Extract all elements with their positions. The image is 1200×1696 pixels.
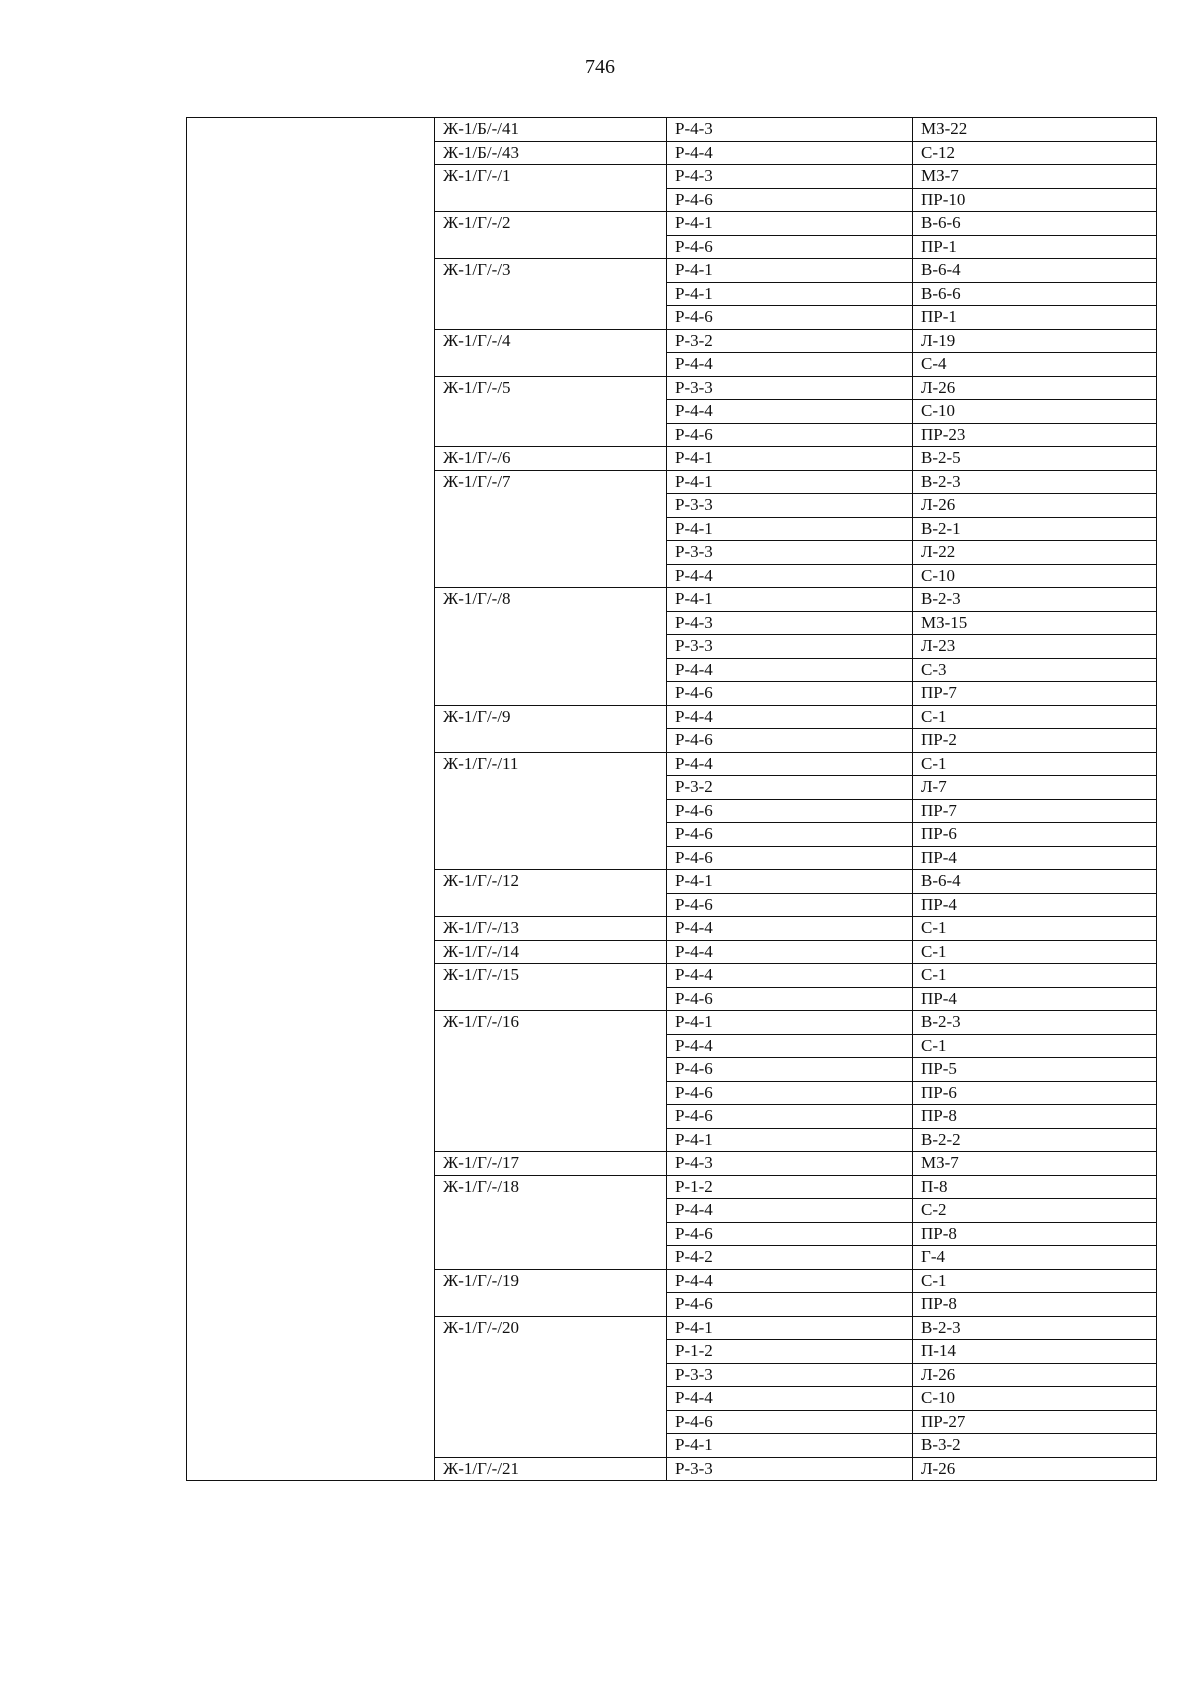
- result-code-cell: В-6-6: [913, 282, 1157, 306]
- r-code-cell: Р-4-1: [667, 212, 913, 236]
- result-code-cell: С-10: [913, 564, 1157, 588]
- r-code-cell: Р-4-4: [667, 705, 913, 729]
- r-code-cell: Р-3-3: [667, 376, 913, 400]
- group-code-cell: Ж-1/Г/-/6: [435, 447, 667, 471]
- group-code-cell: Ж-1/Г/-/3: [435, 259, 667, 330]
- group-code-cell: Ж-1/Б/-/43: [435, 141, 667, 165]
- r-code-cell: Р-4-6: [667, 1410, 913, 1434]
- r-code-cell: Р-1-2: [667, 1340, 913, 1364]
- r-code-cell: Р-4-3: [667, 611, 913, 635]
- result-code-cell: ПР-8: [913, 1293, 1157, 1317]
- result-code-cell: Л-19: [913, 329, 1157, 353]
- r-code-cell: Р-4-6: [667, 893, 913, 917]
- r-code-cell: Р-4-1: [667, 259, 913, 283]
- result-code-cell: ПР-2: [913, 729, 1157, 753]
- r-code-cell: Р-4-6: [667, 1081, 913, 1105]
- result-code-cell: Л-26: [913, 376, 1157, 400]
- r-code-cell: Р-3-2: [667, 776, 913, 800]
- group-code-cell: Ж-1/Г/-/21: [435, 1457, 667, 1481]
- data-table-container: [186, 117, 1156, 1598]
- result-code-cell: ПР-27: [913, 1410, 1157, 1434]
- group-code-cell: Ж-1/Г/-/13: [435, 917, 667, 941]
- result-code-cell: В-2-1: [913, 517, 1157, 541]
- result-code-cell: С-1: [913, 917, 1157, 941]
- result-code-cell: МЗ-22: [913, 118, 1157, 142]
- r-code-cell: Р-4-6: [667, 846, 913, 870]
- result-code-cell: ПР-1: [913, 235, 1157, 259]
- group-code-cell: Ж-1/Г/-/2: [435, 212, 667, 259]
- r-code-cell: Р-4-1: [667, 588, 913, 612]
- result-code-cell: МЗ-7: [913, 165, 1157, 189]
- r-code-cell: Р-4-6: [667, 1105, 913, 1129]
- result-code-cell: С-1: [913, 940, 1157, 964]
- result-code-cell: Л-22: [913, 541, 1157, 565]
- table-body: [187, 118, 1157, 1481]
- result-code-cell: ПР-5: [913, 1058, 1157, 1082]
- result-code-cell: С-12: [913, 141, 1157, 165]
- result-code-cell: Л-7: [913, 776, 1157, 800]
- r-code-cell: Р-4-1: [667, 282, 913, 306]
- r-code-cell: Р-3-3: [667, 494, 913, 518]
- r-code-cell: Р-4-3: [667, 1152, 913, 1176]
- result-code-cell: В-2-3: [913, 470, 1157, 494]
- group-code-cell: Ж-1/Г/-/15: [435, 964, 667, 1011]
- result-code-cell: С-1: [913, 752, 1157, 776]
- group-code-cell: Ж-1/Г/-/12: [435, 870, 667, 917]
- r-code-cell: Р-4-4: [667, 141, 913, 165]
- result-code-cell: С-2: [913, 1199, 1157, 1223]
- result-code-cell: С-10: [913, 1387, 1157, 1411]
- result-code-cell: Л-26: [913, 494, 1157, 518]
- group-code-cell: Ж-1/Г/-/8: [435, 588, 667, 706]
- result-code-cell: Л-26: [913, 1457, 1157, 1481]
- result-code-cell: ПР-4: [913, 846, 1157, 870]
- result-code-cell: П-8: [913, 1175, 1157, 1199]
- r-code-cell: Р-3-2: [667, 329, 913, 353]
- r-code-cell: Р-4-4: [667, 752, 913, 776]
- r-code-cell: Р-4-1: [667, 1434, 913, 1458]
- r-code-cell: Р-4-1: [667, 517, 913, 541]
- r-code-cell: Р-4-1: [667, 447, 913, 471]
- r-code-cell: Р-4-6: [667, 188, 913, 212]
- r-code-cell: Р-4-6: [667, 987, 913, 1011]
- result-code-cell: С-10: [913, 400, 1157, 424]
- r-code-cell: Р-4-3: [667, 118, 913, 142]
- result-code-cell: В-6-6: [913, 212, 1157, 236]
- result-code-cell: В-2-2: [913, 1128, 1157, 1152]
- r-code-cell: Р-4-1: [667, 470, 913, 494]
- result-code-cell: ПР-8: [913, 1222, 1157, 1246]
- r-code-cell: Р-4-1: [667, 1128, 913, 1152]
- r-code-cell: Р-4-1: [667, 1316, 913, 1340]
- result-code-cell: П-14: [913, 1340, 1157, 1364]
- r-code-cell: Р-4-4: [667, 1034, 913, 1058]
- result-code-cell: Л-26: [913, 1363, 1157, 1387]
- result-code-cell: ПР-10: [913, 188, 1157, 212]
- group-code-cell: Ж-1/Г/-/14: [435, 940, 667, 964]
- group-code-cell: Ж-1/Б/-/41: [435, 118, 667, 142]
- result-code-cell: ПР-7: [913, 682, 1157, 706]
- result-code-cell: ПР-4: [913, 893, 1157, 917]
- blank-first-column: [187, 118, 435, 1481]
- result-code-cell: В-2-5: [913, 447, 1157, 471]
- result-code-cell: ПР-4: [913, 987, 1157, 1011]
- group-code-cell: Ж-1/Г/-/19: [435, 1269, 667, 1316]
- r-code-cell: Р-4-4: [667, 1269, 913, 1293]
- r-code-cell: Р-1-2: [667, 1175, 913, 1199]
- result-code-cell: ПР-6: [913, 1081, 1157, 1105]
- result-code-cell: В-6-4: [913, 870, 1157, 894]
- result-code-cell: В-2-3: [913, 1011, 1157, 1035]
- result-code-cell: ПР-7: [913, 799, 1157, 823]
- group-code-cell: Ж-1/Г/-/18: [435, 1175, 667, 1269]
- result-code-cell: С-4: [913, 353, 1157, 377]
- r-code-cell: Р-4-4: [667, 1199, 913, 1223]
- result-code-cell: В-6-4: [913, 259, 1157, 283]
- group-code-cell: Ж-1/Г/-/11: [435, 752, 667, 870]
- group-code-cell: Ж-1/Г/-/17: [435, 1152, 667, 1176]
- r-code-cell: Р-3-3: [667, 1457, 913, 1481]
- group-code-cell: Ж-1/Г/-/7: [435, 470, 667, 588]
- result-code-cell: В-2-3: [913, 588, 1157, 612]
- r-code-cell: Р-4-1: [667, 870, 913, 894]
- r-code-cell: Р-3-3: [667, 635, 913, 659]
- result-code-cell: ПР-8: [913, 1105, 1157, 1129]
- r-code-cell: Р-4-6: [667, 729, 913, 753]
- r-code-cell: Р-4-6: [667, 235, 913, 259]
- r-code-cell: Р-4-4: [667, 353, 913, 377]
- r-code-cell: Р-4-6: [667, 682, 913, 706]
- result-code-cell: В-3-2: [913, 1434, 1157, 1458]
- group-code-cell: Ж-1/Г/-/20: [435, 1316, 667, 1457]
- result-code-cell: С-1: [913, 705, 1157, 729]
- r-code-cell: Р-4-4: [667, 917, 913, 941]
- result-code-cell: С-3: [913, 658, 1157, 682]
- group-code-cell: Ж-1/Г/-/9: [435, 705, 667, 752]
- r-code-cell: Р-4-6: [667, 799, 913, 823]
- result-code-cell: Л-23: [913, 635, 1157, 659]
- data-table: [186, 117, 1157, 1481]
- r-code-cell: Р-4-4: [667, 964, 913, 988]
- table-row: [187, 118, 1157, 142]
- result-code-cell: ПР-23: [913, 423, 1157, 447]
- r-code-cell: Р-4-6: [667, 306, 913, 330]
- r-code-cell: Р-3-3: [667, 1363, 913, 1387]
- group-code-cell: Ж-1/Г/-/4: [435, 329, 667, 376]
- r-code-cell: Р-4-4: [667, 940, 913, 964]
- result-code-cell: С-1: [913, 1034, 1157, 1058]
- group-code-cell: Ж-1/Г/-/5: [435, 376, 667, 447]
- result-code-cell: Г-4: [913, 1246, 1157, 1270]
- result-code-cell: МЗ-15: [913, 611, 1157, 635]
- r-code-cell: Р-4-3: [667, 165, 913, 189]
- r-code-cell: Р-4-6: [667, 1222, 913, 1246]
- group-code-cell: Ж-1/Г/-/1: [435, 165, 667, 212]
- result-code-cell: МЗ-7: [913, 1152, 1157, 1176]
- r-code-cell: Р-4-6: [667, 823, 913, 847]
- r-code-cell: Р-4-2: [667, 1246, 913, 1270]
- r-code-cell: Р-4-4: [667, 658, 913, 682]
- page-number: 746: [585, 56, 615, 78]
- result-code-cell: ПР-6: [913, 823, 1157, 847]
- r-code-cell: Р-4-1: [667, 1011, 913, 1035]
- result-code-cell: С-1: [913, 1269, 1157, 1293]
- r-code-cell: Р-4-6: [667, 1293, 913, 1317]
- group-code-cell: Ж-1/Г/-/16: [435, 1011, 667, 1152]
- result-code-cell: В-2-3: [913, 1316, 1157, 1340]
- result-code-cell: С-1: [913, 964, 1157, 988]
- r-code-cell: Р-4-4: [667, 1387, 913, 1411]
- r-code-cell: Р-4-6: [667, 1058, 913, 1082]
- r-code-cell: Р-3-3: [667, 541, 913, 565]
- r-code-cell: Р-4-4: [667, 400, 913, 424]
- r-code-cell: Р-4-6: [667, 423, 913, 447]
- result-code-cell: ПР-1: [913, 306, 1157, 330]
- r-code-cell: Р-4-4: [667, 564, 913, 588]
